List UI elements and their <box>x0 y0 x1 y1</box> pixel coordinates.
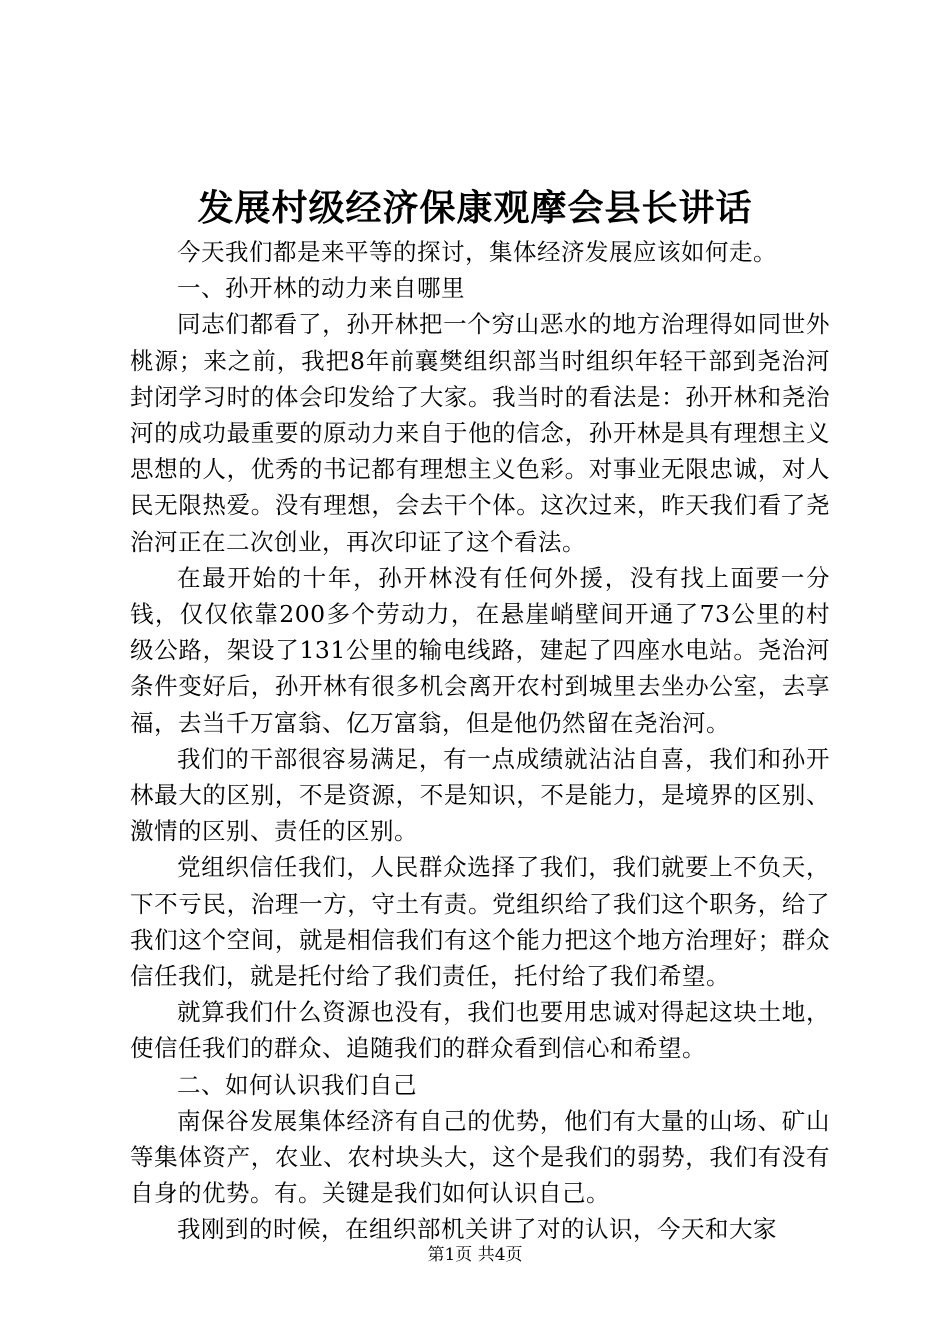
page-footer: 第1页 共4页 <box>427 1245 523 1265</box>
paragraph: 就算我们什么资源也没有，我们也要用忠诚对得起这块土地，使信任我们的群众、追随我们的群众看到信心和希望。 <box>130 998 830 1063</box>
document-title: 发展村级经济保康观摩会县长讲话 <box>197 187 753 229</box>
paragraph: 同志们都看了，孙开林把一个穷山恶水的地方治理得如同世外桃源；来之前，我把8年前襄樊组织部当时组织年轻干部到尧治河封闭学习时的体会印发给了大家。我当时的看法是：孙开林和尧治河的成功最重要的原动力来自于他的信念，孙开林是具有理想主义思想的人，优秀的书记都有理想主义色彩。对事业无限忠诚，对人民无限热爱。没有理想，会去干个体。这次过来，昨天我们看了尧治河正在二次创业，再次印证了这个看法。 <box>130 310 830 556</box>
document-body <box>130 234 830 1248</box>
paragraph: 党组织信任我们，人民群众选择了我们，我们就要上不负天，下不亏民，治理一方，守土有责。党组织给了我们这个职务，给了我们这个空间，就是相信我们有这个能力把这个地方治理好；群众信任我们，就是托付给了我们责任，托付给了我们希望。 <box>130 853 830 991</box>
paragraph: 我们的干部很容易满足，有一点成绩就沾沾自喜，我们和孙开林最大的区别，不是资源，不是知识，不是能力，是境界的区别、激情的区别、责任的区别。 <box>130 744 830 846</box>
section-heading: 二、如何认识我们自己 <box>177 1070 417 1099</box>
paragraph: 南保谷发展集体经济有自己的优势，他们有大量的山场、矿山等集体资产，农业、农村块头大，这个是我们的弱势，我们有没有自身的优势。有。关键是我们如何认识自己。 <box>130 1106 830 1208</box>
section-heading: 一、孙开林的动力来自哪里 <box>177 274 465 303</box>
paragraph: 我刚到的时候，在组织部机关讲了对的认识，今天和大家 <box>177 1215 777 1244</box>
paragraph: 今天我们都是来平等的探讨，集体经济发展应该如何走。 <box>177 238 777 266</box>
paragraph: 在最开始的十年，孙开林没有任何外援，没有找上面要一分钱，仅仅依靠200多个劳动力，在悬崖峭壁间开通了73公里的村级公路，架设了131公里的输电线路，建起了四座水电站。尧治河条件变好后，孙开林有很多机会离开农村到城里去坐办公室，去享福，去当千万富翁、亿万富翁，但是他仍然留在尧治河。 <box>130 563 830 737</box>
